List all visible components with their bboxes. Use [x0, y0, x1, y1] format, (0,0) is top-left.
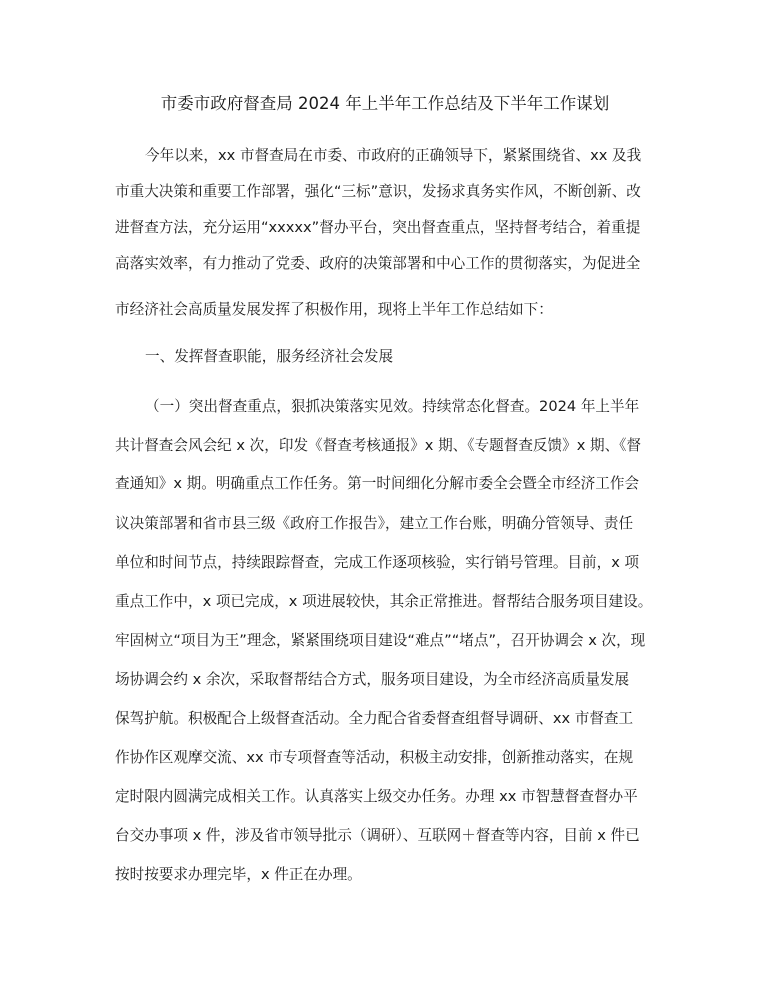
intro-line: 今年以来，xx 市督查局在市委、市政府的正确领导下，紧紧围绕省、xx 及我 [145, 147, 642, 164]
body-line: （一）突出督查重点，狠抓决策落实见效。持续常态化督查。2024 年上半年 [145, 398, 640, 415]
intro-line: 高落实效率，有力推动了党委、政府的决策部署和中心工作的贯彻落实，为促进全 [115, 255, 641, 272]
body-line: 定时限内圆满完成相关工作。认真落实上级交办任务。办理 xx 市智慧督查督办平 [115, 788, 638, 805]
body-line: 查通知》x 期。明确重点工作任务。第一时间细化分解市委全会暨全市经济工作会 [115, 475, 640, 492]
intro-line: 市重大决策和重要工作部署，强化“三标”意识，发扬求真务实作风，不断创新、改 [115, 183, 641, 200]
body-line: 重点工作中，x 项已完成，x 项进展较快，其余正常推进。督帮结合服务项目建设。 [115, 593, 653, 610]
body-line: 单位和时间节点，持续跟踪督查，完成工作逐项核验，实行销号管理。目前，x 项 [115, 554, 640, 571]
body-line: 按时按要求办理完毕，x 件正在办理。 [115, 866, 362, 883]
body-line: 共计督查会风会纪 x 次，印发《督查考核通报》x 期、《专题督查反馈》x 期、《督 [115, 437, 642, 454]
body-line: 场协调会约 x 余次，采取督帮结合方式，服务项目建设，为全市经济高质量发展 [115, 671, 630, 688]
body-line: 牢固树立“项目为王”理念，紧紧围绕项目建设“难点”“堵点”，召开协调会 x 次，现 [115, 632, 646, 649]
body-line: 作协作区观摩交流、xx 市专项督查等活动，积极主动安排，创新推动落实，在规 [115, 749, 634, 766]
section-heading: 一、发挥督查职能，服务经济社会发展 [145, 348, 394, 365]
body-line: 议决策部署和省市县三级《政府工作报告》，建立工作台账，明确分管领导、责任 [115, 515, 634, 532]
intro-line: 进督查方法，充分运用“xxxxx”督办平台，突出督查重点，坚持督考结合，着重提 [115, 219, 641, 236]
body-line: 台交办事项 x 件，涉及省市领导批示（调研）、互联网＋督查等内容，目前 x 件已 [115, 827, 640, 844]
document-title: 市委市政府督查局 2024 年上半年工作总结及下半年工作谋划 [160, 94, 610, 113]
body-line: 保驾护航。积极配合上级督查活动。全力配合省委督查组督导调研、xx 市督查工 [115, 710, 634, 727]
intro-line: 市经济社会高质量发展发挥了积极作用，现将上半年工作总结如下： [115, 301, 553, 318]
